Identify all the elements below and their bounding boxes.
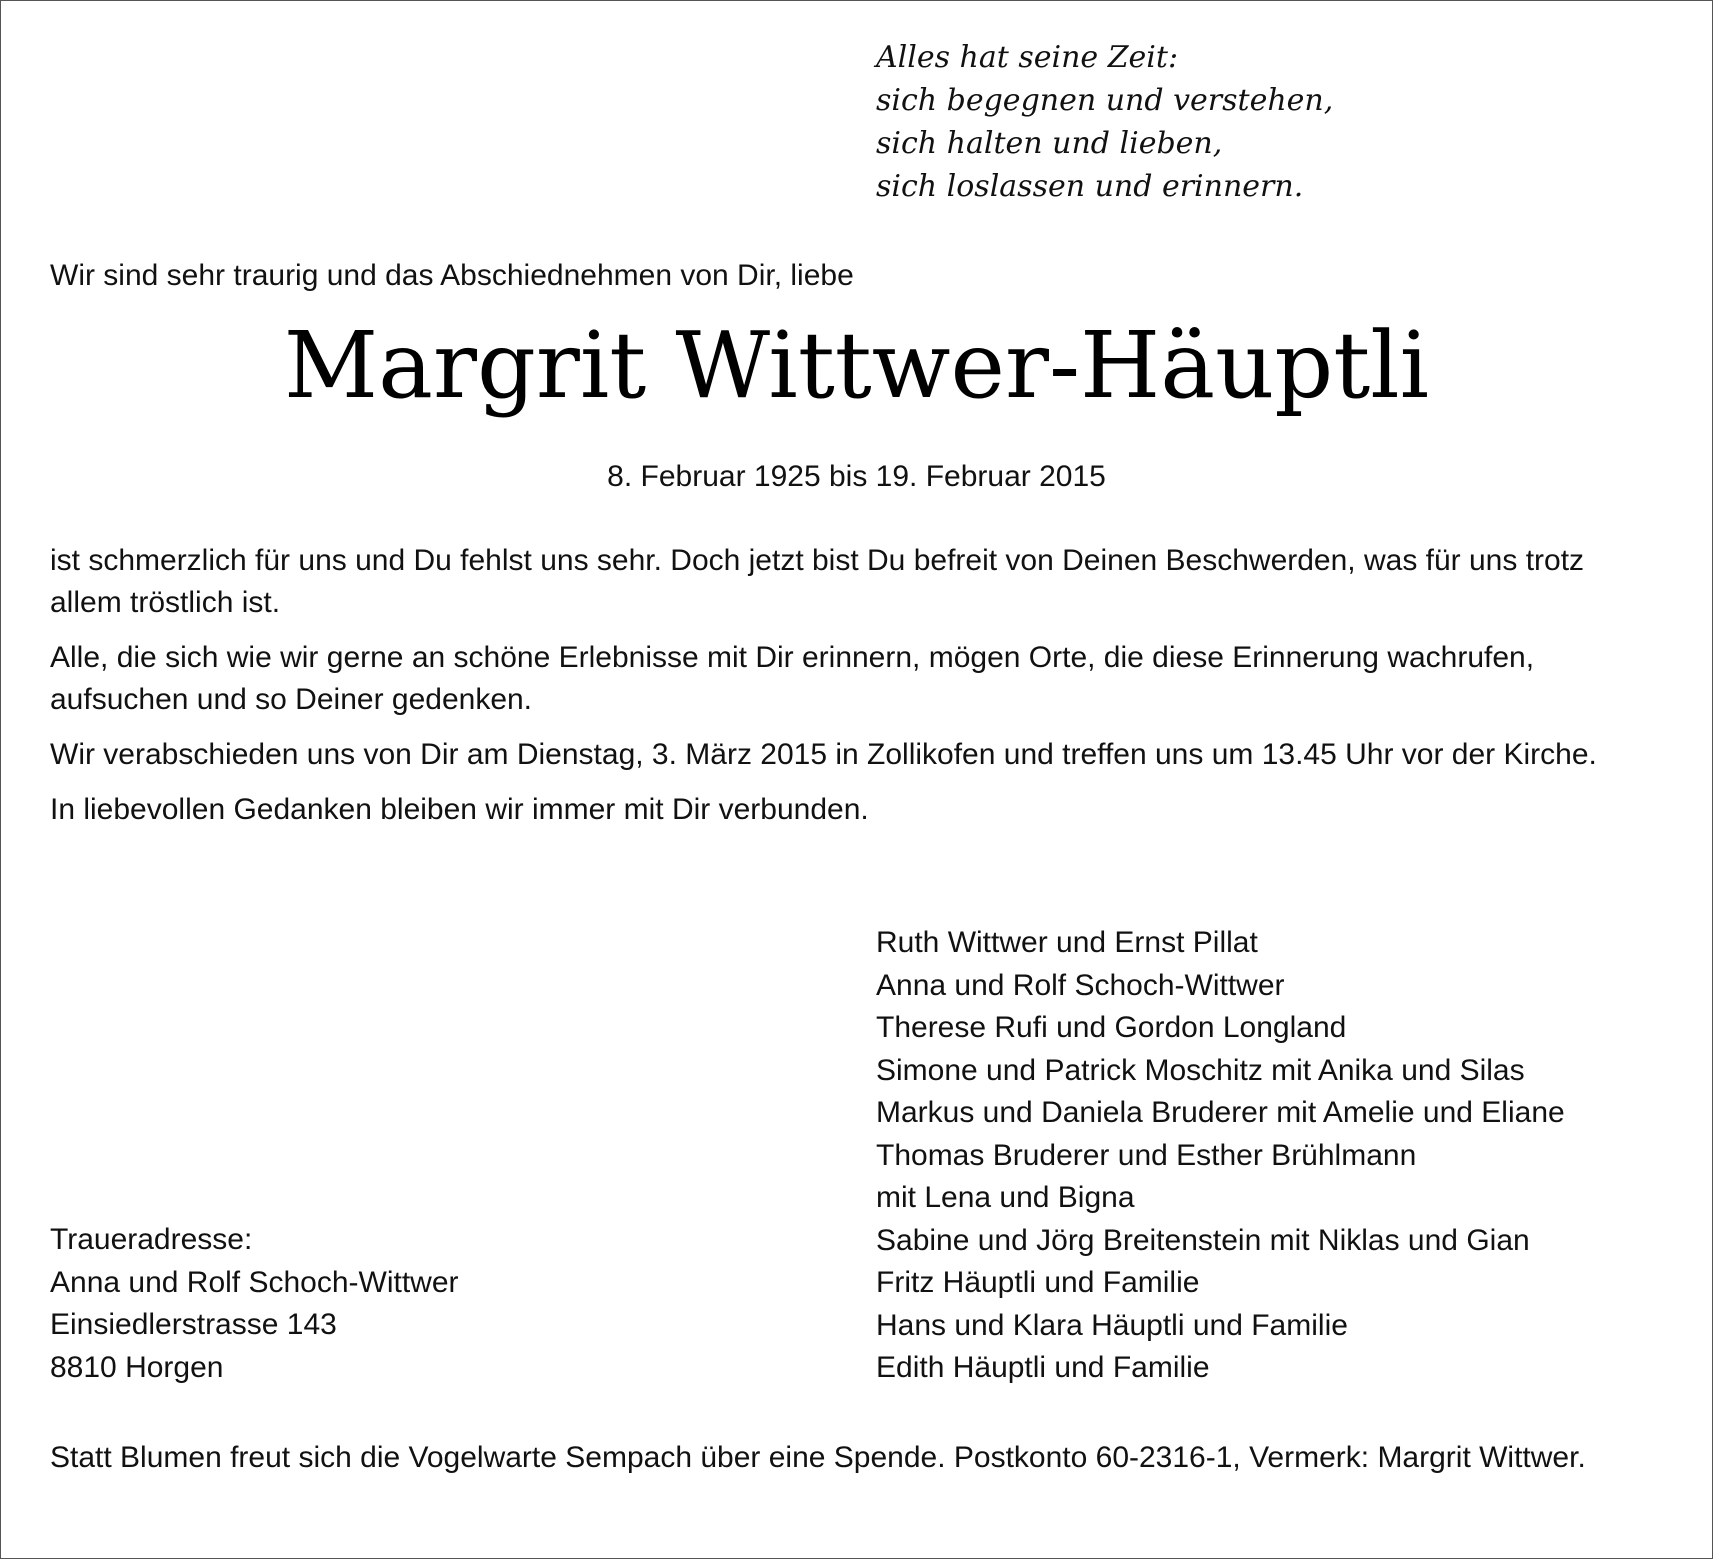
mourner-entry: Ruth Wittwer und Ernst Pillat [876,926,1258,959]
intro-text: Wir sind sehr traurig und das Abschiednehmen von Dir, liebe [50,259,854,292]
deceased-name: Margrit Wittwer-Häuptli [283,312,1430,419]
address-line: 8810 Horgen [50,1350,224,1384]
message-body [50,540,1663,844]
poem-line: sich halten und lieben, [876,126,1223,161]
mourner-entry: mit Lena und Bigna [876,1181,1135,1214]
address-line: Einsiedlerstrasse 143 [50,1308,337,1341]
poem-line: sich loslassen und erinnern. [876,169,1304,204]
mourner-entry: Simone und Patrick Moschitz mit Anika und Silas [876,1053,1525,1087]
mourner-entry: Thomas Bruderer und Esther Brühlmann [876,1138,1417,1172]
mourner-entry: Sabine und Jörg Breitenstein mit Niklas und Gian [876,1223,1530,1257]
poem-line: Alles hat seine Zeit: [876,40,1179,75]
message-paragraph: Wir verabschieden uns von Dir am Dienstag, 3. März 2015 in Zollikofen und treffen uns um 13.45 Uhr vor der Kirche. [50,738,1597,771]
mourner-entry: Fritz Häuptli und Familie [876,1266,1200,1299]
mourners-list [876,922,1565,1390]
mourner-entry: Anna und Rolf Schoch-Wittwer [876,968,1285,1002]
poem [876,36,1333,208]
mourning-address [50,1219,459,1389]
mourner-entry: Markus und Daniela Bruderer mit Amelie und Eliane [876,1096,1565,1129]
mourner-entry: Therese Rufi und Gordon Longland [876,1011,1347,1044]
message-paragraph: ist schmerzlich für uns und Du fehlst uns sehr. Doch jetzt bist Du befreit von Deinen Beschwerden, was für uns trotz allem tröstlich ist. [50,544,1585,619]
message-paragraph: Alle, die sich wie wir gerne an schöne Erlebnisse mit Dir erinnern, mögen Orte, die diese Erinnerung wachrufen, aufsuchen und so Deiner gedenken. [50,641,1535,716]
mourner-entry: Hans und Klara Häuptli und Familie [876,1308,1348,1342]
life-dates: 8. Februar 1925 bis 19. Februar 2015 [607,460,1106,493]
obituary-notice [50,0,1663,1557]
poem-line: sich begegnen und verstehen, [876,83,1334,118]
donation-note: Statt Blumen freut sich die Vogelwarte Sempach über eine Spende. Postkonto 60-2316-1, Vermerk: Margrit Wittwer. [50,1441,1586,1474]
address-label: Traueradresse: [50,1223,253,1256]
message-paragraph: In liebevollen Gedanken bleiben wir immer mit Dir verbunden. [50,793,869,826]
mourner-entry: Edith Häuptli und Familie [876,1351,1210,1384]
address-line: Anna und Rolf Schoch-Wittwer [50,1265,459,1299]
